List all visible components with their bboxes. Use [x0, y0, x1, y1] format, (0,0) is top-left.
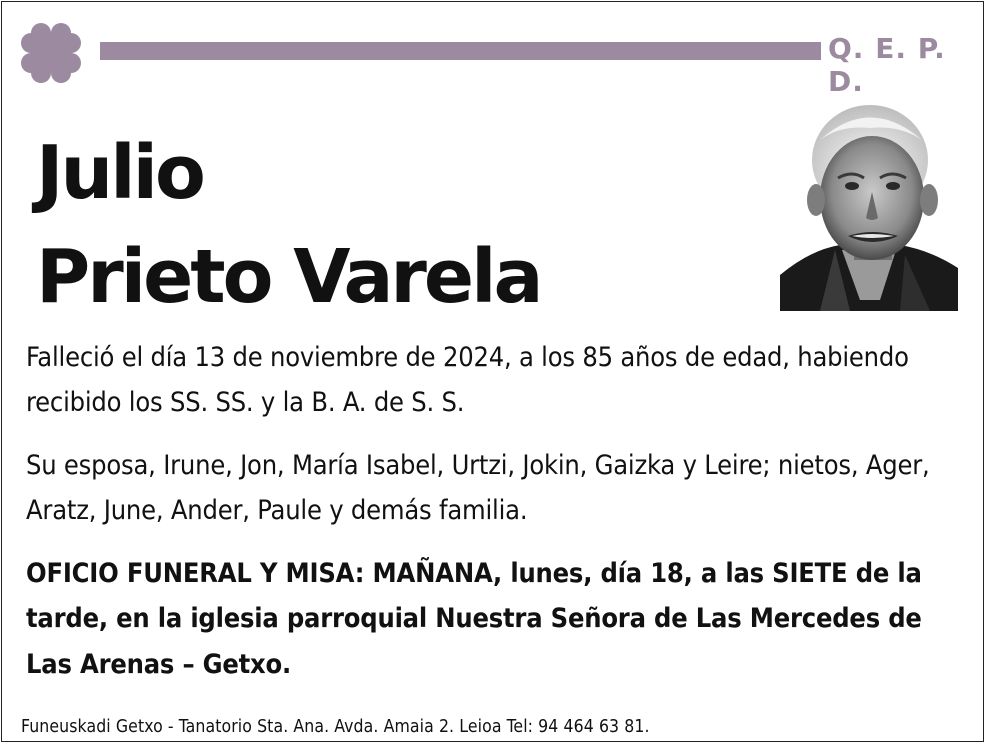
death-notice-paragraph: Falleció el día 13 de noviembre de 2024, a los 85 años de edad, habiendo recibido los SS. SS. y la B. A. de S. S. — [26, 342, 909, 419]
qepd-label: Q. E. P. D. — [828, 32, 946, 98]
portrait-photo — [780, 100, 958, 311]
obituary-card — [1, 1, 984, 742]
last-name: Prieto Varela — [36, 234, 541, 320]
header-divider — [100, 42, 818, 60]
funeral-info-paragraph: OFICIO FUNERAL Y MISA: MAÑANA, lunes, día 18, a las SIETE de la tarde, en la iglesia parroquial Nuestra Señora de Las Mercedes de Las Arenas – Getxo. — [26, 558, 922, 680]
lauburu-icon — [10, 12, 92, 94]
header-divider-end — [818, 42, 821, 60]
family-paragraph: Su esposa, Irune, Jon, María Isabel, Urtzi, Jokin, Gaizka y Leire; nietos, Ager, Aratz, June, Ander, Paule y demás familia. — [26, 450, 930, 527]
first-name: Julio — [36, 130, 203, 216]
funeral-home-footer: Funeuskadi Getxo - Tanatorio Sta. Ana. Avda. Amaia 2. Leioa Tel: 94 464 63 81. — [21, 717, 650, 737]
